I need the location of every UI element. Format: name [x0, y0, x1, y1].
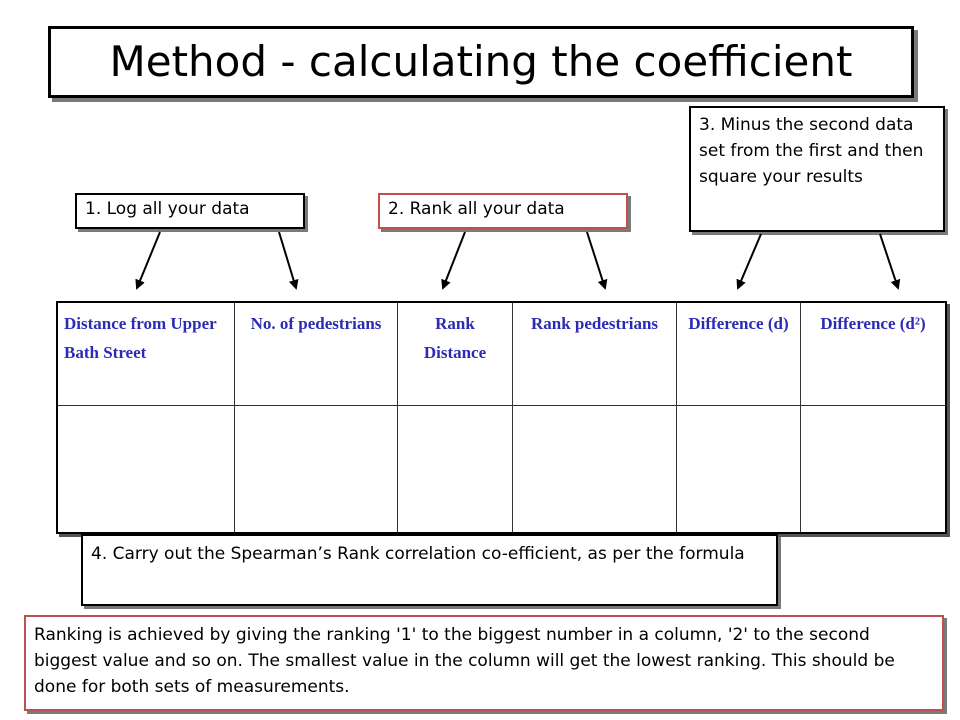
header-difference-d2: Difference (d²) [801, 302, 947, 406]
header-pedestrians: No. of pedestrians [235, 302, 398, 406]
step-4-callout: 4. Carry out the Spearman’s Rank correlation co-efficient, as per the formula [81, 534, 778, 606]
slide-title: Method - calculating the coefficient [48, 26, 914, 98]
arrow-step2-left [443, 232, 465, 288]
header-distance: Distance from Upper Bath Street [57, 302, 235, 406]
step-1-callout: 1. Log all your data [75, 193, 305, 229]
arrow-step1-right [279, 232, 296, 288]
arrow-step2-right [587, 232, 605, 288]
header-difference-d: Difference (d) [677, 302, 801, 406]
step-2-callout: 2. Rank all your data [378, 193, 628, 229]
table-cell [235, 406, 398, 534]
arrow-step3-left [738, 234, 761, 288]
table-row [57, 406, 946, 534]
table-cell [801, 406, 947, 534]
table-header-row [57, 302, 946, 406]
table-cell [677, 406, 801, 534]
header-rank-distance: Rank Distance [398, 302, 513, 406]
table-cell [398, 406, 513, 534]
arrow-step3-right [880, 234, 898, 288]
ranking-note: Ranking is achieved by giving the ranking '1' to the biggest number in a column, '2' to the second biggest value and so on. The smallest value in the column will get the lowest ranking. This should be done for both sets of measurements. [24, 615, 944, 711]
step-3-callout: 3. Minus the second data set from the first and then square your results [689, 106, 945, 232]
table-cell [57, 406, 235, 534]
header-rank-pedestrians: Rank pedestrians [513, 302, 677, 406]
arrow-step1-left [137, 232, 160, 288]
data-table [56, 301, 947, 534]
table-cell [513, 406, 677, 534]
